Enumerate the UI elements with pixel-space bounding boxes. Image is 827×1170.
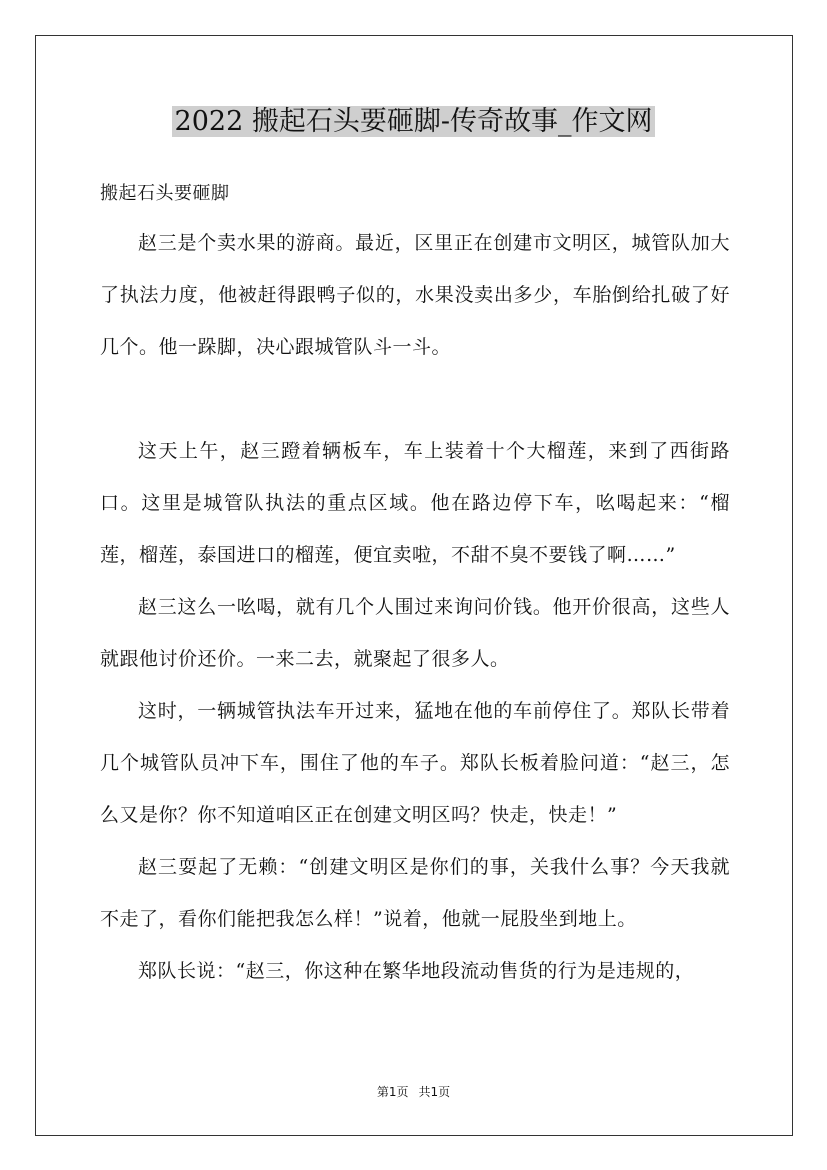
document-title bbox=[0, 100, 827, 144]
document-subtitle: 搬起石头要砸脚 bbox=[100, 183, 230, 204]
paragraph-4: 这时，一辆城管执法车开过来，猛地在他的车前停住了。郑队长带着几个城管队员冲下车，围住了他的车子。郑队长板着脸问道：“赵三，怎么又是你？你不知道咱区正在创建文明区吗？快走，快走！” bbox=[100, 700, 730, 826]
page-number: 第1页 bbox=[376, 1085, 409, 1099]
document-title-text: 2022 搬起石头要砸脚-传奇故事_作文网 bbox=[172, 106, 656, 137]
paragraph-1: 赵三是个卖水果的游商。最近，区里正在创建市文明区，城管队加大了执法力度，他被赶得跟鸭子似的，水果没卖出多少，车胎倒给扎破了好几个。他一跺脚，决心跟城管队斗一斗。 bbox=[100, 232, 730, 358]
document-body bbox=[100, 171, 730, 997]
page-total: 共1页 bbox=[418, 1085, 451, 1099]
paragraph-5: 赵三耍起了无赖：“创建文明区是你们的事，关我什么事？今天我就不走了，看你们能把我怎么样！”说着，他就一屁股坐到地上。 bbox=[100, 856, 730, 930]
paragraph-3: 赵三这么一吆喝，就有几个人围过来询问价钱。他开价很高，这些人就跟他讨价还价。一来二去，就聚起了很多人。 bbox=[100, 596, 730, 670]
paragraph-6: 郑队长说：“赵三，你这种在繁华地段流动售货的行为是违规的， bbox=[138, 960, 695, 982]
paragraph-2: 这天上午，赵三蹬着辆板车，车上装着十个大榴莲，来到了西街路口。这里是城管队执法的重点区域。他在路边停下车，吆喝起来：“榴莲，榴莲，泰国进口的榴莲，便宜卖啦，不甜不臭不要钱了啊……” bbox=[100, 440, 730, 566]
page-footer bbox=[0, 1083, 827, 1101]
